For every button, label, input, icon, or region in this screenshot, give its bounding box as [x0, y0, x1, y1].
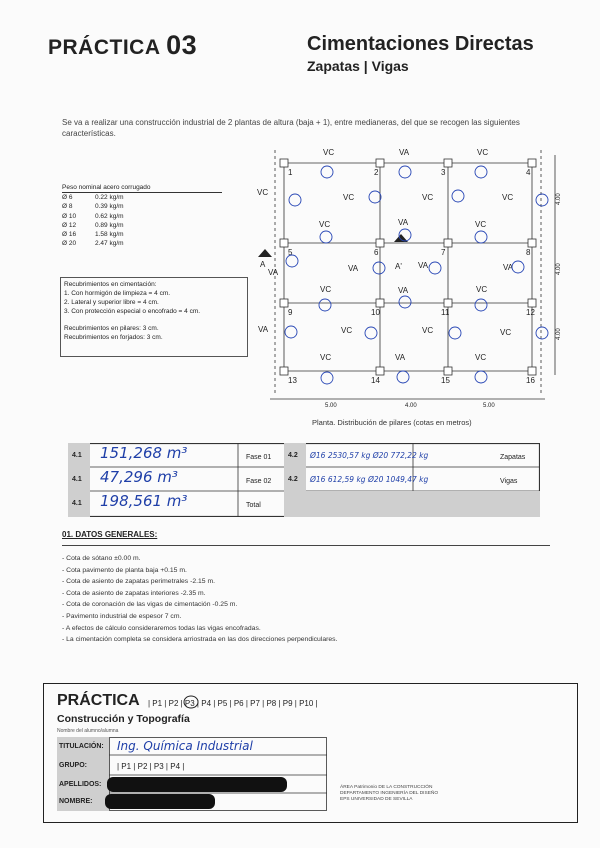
grupo-field[interactable]: | P1 | P2 | P3 | P4 |	[117, 762, 185, 771]
page-title: Cimentaciones Directas	[307, 33, 534, 55]
list-item: - Cota de sótano ±0.00 m.	[62, 553, 542, 565]
result-value-total: 198,561 m³	[100, 492, 188, 510]
subject-title: Construcción y Topografía	[57, 713, 190, 725]
beam-label: VA	[395, 353, 406, 362]
dimension-label: 5.00	[325, 403, 337, 409]
weight: 0.39 kg/m	[95, 203, 124, 211]
beam-label: VC	[319, 220, 331, 229]
cover-box	[60, 277, 248, 357]
small-note: Nombre del alumno/alumna	[57, 728, 119, 734]
beam-label: VC	[320, 353, 332, 362]
practica-prefix: PRÁCTICA	[48, 36, 160, 59]
practice-list: | P1 | P2 | P3 | P4 | P5 | P6 | P7 | P8 | P9 | P10 |	[148, 699, 318, 708]
steel-vigas: Ø16 612,59 kg Ø20 1049,47 kg	[310, 475, 429, 484]
cover-item: 2. Lateral y superior libre = 4 cm.	[64, 299, 159, 306]
diameter: Ø 8	[62, 203, 73, 211]
node-label: 7	[441, 248, 446, 257]
beam-label: VC	[475, 220, 487, 229]
result-code: 4.2	[288, 452, 298, 459]
beam-label: VC	[323, 148, 335, 157]
form-fields	[57, 737, 327, 811]
school-line: DEPARTAMENTO INGENIERÍA DEL DISEÑO	[340, 791, 439, 796]
diameter: Ø 6	[62, 194, 73, 202]
cover-item: 1. Con hormigón de limpieza = 4 cm.	[64, 290, 171, 297]
weight: 0.89 kg/m	[95, 221, 124, 229]
diameter: Ø 10	[62, 212, 77, 220]
grupo-label: GRUPO:	[59, 762, 87, 769]
beam-label: VC	[343, 193, 355, 202]
titulacion-label: TITULACIÓN:	[59, 743, 104, 750]
node-label: 10	[371, 308, 380, 317]
dimension-label: 4.00	[556, 263, 562, 275]
list-item: - Cota de coronación de las vigas de cimentación -0.25 m.	[62, 599, 542, 611]
beam-label: VC	[500, 328, 512, 337]
node-label: 9	[288, 308, 293, 317]
result-label: Zapatas	[500, 454, 526, 461]
beam-label: VC	[257, 188, 269, 197]
node-label: 2	[374, 168, 379, 177]
table-row	[62, 212, 222, 221]
steel-table-title: Peso nominal acero corrugado	[62, 183, 222, 193]
school-line: EPS UNIVERSIDAD DE SEVILLA	[340, 797, 413, 802]
node-label: 6	[374, 248, 379, 257]
beam-label: VC	[422, 326, 434, 335]
result-label: Fase 01	[246, 454, 272, 461]
apellidos-field[interactable]	[107, 777, 287, 792]
result-code: 4.1	[72, 476, 82, 483]
result-label: Total	[246, 502, 261, 509]
nombre-label: NOMBRE:	[59, 798, 93, 805]
cover-slabs: Recubrimientos en forjados: 3 cm.	[64, 334, 163, 341]
node-label: 16	[526, 376, 535, 385]
page-subtitle: Zapatas | Vigas	[307, 58, 409, 74]
nombre-field[interactable]	[105, 794, 215, 809]
cover-item: 3. Con protección especial o encofrado = 4 cm.	[64, 308, 201, 315]
result-value-fase-02: 47,296 m³	[100, 468, 178, 486]
beam-label: VA	[398, 286, 409, 295]
weight: 0.62 kg/m	[95, 212, 124, 220]
dimension-label: 5.00	[483, 403, 495, 409]
cover-pillars: Recubrimientos en pilares: 3 cm.	[64, 325, 159, 332]
table-row	[62, 230, 222, 239]
beam-label: VC	[477, 148, 489, 157]
diameter: Ø 12	[62, 221, 77, 229]
table-row	[62, 239, 222, 248]
node-label: 8	[526, 248, 531, 257]
list-item: - La cimentación completa se considera arriostrada en las dos direcciones perpendiculares.	[62, 634, 542, 646]
diameter: Ø 20	[62, 240, 77, 248]
list-item: - Cota pavimento de planta baja +0.15 m.	[62, 565, 542, 577]
result-code: 4.1	[72, 452, 82, 459]
beam-label: VA	[268, 268, 279, 277]
section-label: A	[260, 260, 266, 269]
node-label: 14	[371, 376, 380, 385]
beam-label: VC	[475, 353, 487, 362]
result-value-fase-01: 151,268 m³	[100, 444, 188, 462]
practica-number: 03	[166, 30, 198, 60]
list-item: - Cota de asiento de zapatas perimetrales -2.15 m.	[62, 576, 542, 588]
results-table	[68, 443, 540, 517]
section-marker-icon	[258, 249, 272, 257]
plan-caption: Planta. Distribución de pilares (cotas en metros)	[312, 418, 472, 427]
dimension-label: 4.00	[556, 328, 562, 340]
cover-title: Recubrimientos en cimentación:	[64, 281, 157, 288]
result-label: Fase 02	[246, 478, 272, 485]
beam-label: VA	[398, 218, 409, 227]
intro-text: Se va a realizar una construcción industrial de 2 plantas de altura (baja + 1), entre medianeras, del que se recogen las siguientes características.	[62, 118, 520, 138]
weight: 2.47 kg/m	[95, 240, 124, 248]
beam-label: VC	[320, 285, 332, 294]
table-row	[62, 202, 222, 211]
table-row	[62, 221, 222, 230]
list-item: - Cota de asiento de zapatas interiores -2.35 m.	[62, 588, 542, 600]
beam-label: VC	[422, 193, 434, 202]
result-code: 4.1	[72, 500, 82, 507]
steel-zapatas: Ø16 2530,57 kg Ø20 772,22 kg	[310, 451, 429, 460]
node-label: 5	[288, 248, 293, 257]
diameter: Ø 16	[62, 231, 77, 239]
dimension-label: 4.00	[405, 403, 417, 409]
node-label: 1	[288, 168, 293, 177]
steel-weight-table	[62, 183, 222, 248]
beam-label: VC	[341, 326, 353, 335]
node-label: 4	[526, 168, 531, 177]
beam-label: VA	[418, 261, 429, 270]
dimension-label: 4.00	[556, 193, 562, 205]
general-data-list	[62, 553, 542, 646]
list-item: - A efectos de cálculo consideraremos todas las vigas encofradas.	[62, 623, 542, 635]
node-label: 15	[441, 376, 450, 385]
section-label: A'	[395, 262, 402, 271]
list-item: - Pavimento industrial de espesor 7 cm.	[62, 611, 542, 623]
beam-label: VA	[399, 148, 410, 157]
node-label: 13	[288, 376, 297, 385]
beam-label: VA	[258, 325, 269, 334]
general-data-title: 01. DATOS GENERALES:	[62, 530, 158, 539]
beam-label: VC	[476, 285, 488, 294]
apellidos-label: APELLIDOS:	[59, 781, 102, 788]
divider	[62, 545, 550, 546]
titulacion-field[interactable]: Ing. Química Industrial	[117, 739, 253, 753]
node-label: 11	[441, 308, 450, 317]
foundation-plan	[255, 145, 575, 415]
beam-label: VA	[348, 264, 359, 273]
school-info	[340, 785, 480, 803]
selected-practice-circle-icon	[183, 695, 199, 709]
weight: 1.58 kg/m	[95, 231, 124, 239]
node-label: 12	[526, 308, 535, 317]
school-line: ÁREA Patrimonio DE LA CONSTRUCCIÓN	[340, 785, 433, 790]
practica-heading	[48, 30, 197, 61]
result-label: Vigas	[500, 478, 518, 485]
result-code: 4.2	[288, 476, 298, 483]
node-label: 3	[441, 168, 446, 177]
weight: 0.22 kg/m	[95, 194, 124, 202]
beam-label: VA	[503, 263, 514, 272]
beam-label: VC	[502, 193, 514, 202]
footer-title: PRÁCTICA	[57, 692, 140, 709]
table-row	[62, 193, 222, 202]
